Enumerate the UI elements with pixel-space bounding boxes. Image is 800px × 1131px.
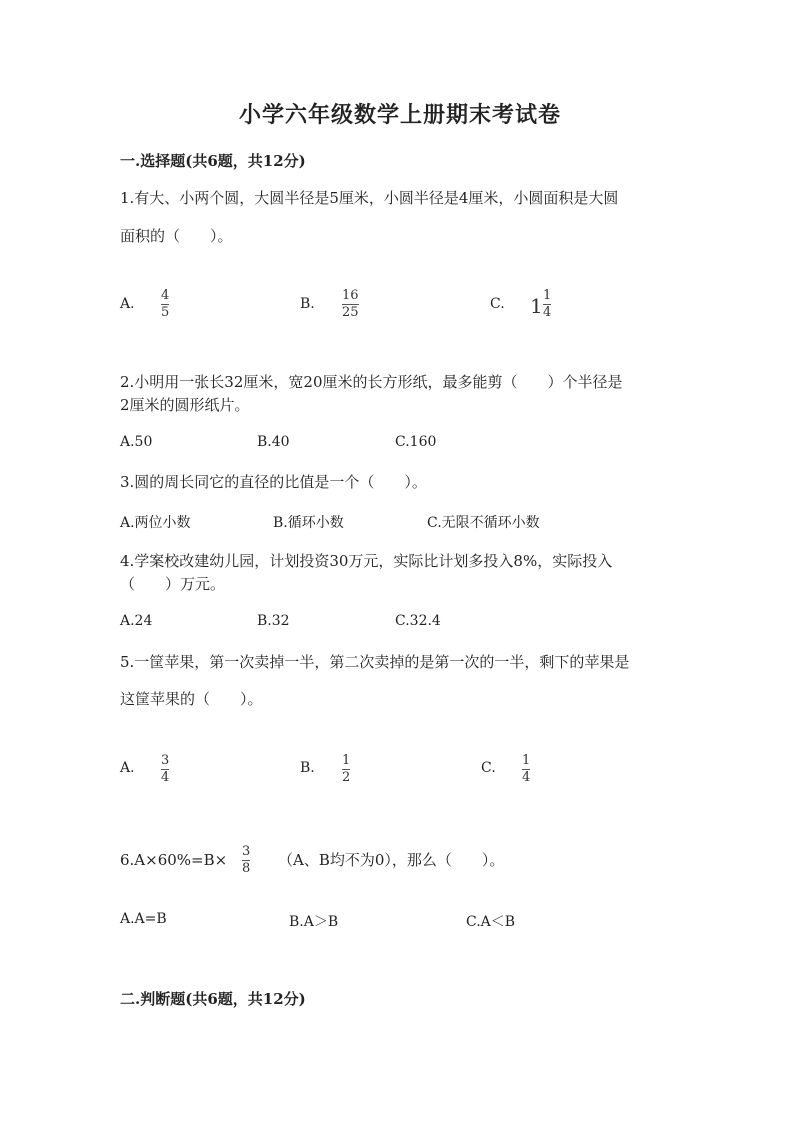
question-6-text: 6.A×60%=B× (120, 851, 228, 869)
q6-option-b[interactable]: B.A＞B (289, 914, 339, 930)
q3-option-a[interactable]: A.两位小数 (120, 515, 191, 531)
question-2-text-cont: 2厘米的圆形纸片。 (120, 396, 250, 414)
fraction-denominator: 4 (161, 770, 170, 785)
fraction-numerator: 3 (242, 844, 251, 859)
fraction-numerator: 4 (161, 288, 170, 303)
q5-option-a-fraction (161, 754, 169, 785)
question-4-text-cont: （ ）万元。 (120, 575, 226, 593)
question-5-text: 5.一筐苹果，第一次卖掉一半，第二次卖掉的是第一次的一半，剩下的苹果是 (120, 653, 630, 671)
fraction-denominator: 4 (522, 770, 531, 785)
q5-option-b-fraction (342, 754, 350, 785)
q1-option-a-label[interactable]: A. (120, 296, 135, 312)
question-1-text-cont: 面积的（ ）。 (120, 227, 233, 245)
q1-option-b-fraction (342, 289, 359, 320)
fraction-numerator: 3 (161, 753, 170, 768)
q1-option-c-fraction (543, 289, 551, 320)
q6-option-a[interactable]: A.A=B (120, 911, 167, 927)
q6-option-c[interactable]: C.A＜B (466, 914, 516, 930)
fraction-numerator: 1 (543, 288, 552, 303)
q3-option-b[interactable]: B.循环小数 (273, 515, 344, 531)
section-heading-judgment: 二.判断题(共6题，共12分) (120, 990, 306, 1008)
q3-option-c[interactable]: C.无限不循环小数 (427, 515, 540, 531)
question-1-text: 1.有大、小两个圆，大圆半径是5厘米，小圆半径是4厘米，小圆面积是大圆 (120, 189, 619, 207)
q1-option-c-whole: 1 (530, 294, 543, 318)
q5-option-c-fraction (522, 754, 530, 785)
q1-option-b-label[interactable]: B. (300, 296, 315, 312)
question-5-text-cont: 这筐苹果的（ ）。 (120, 690, 263, 708)
question-4-text: 4.学案校改建幼儿园，计划投资30万元，实际比计划多投入8%，实际投入 (120, 552, 613, 570)
section-heading-choice: 一.选择题(共6题，共12分) (120, 152, 306, 170)
question-2-text: 2.小明用一张长32厘米，宽20厘米的长方形纸，最多能剪（ ）个半径是 (120, 373, 623, 391)
fraction-denominator: 8 (242, 861, 251, 876)
q5-option-a-label[interactable]: A. (120, 760, 135, 776)
q4-option-c[interactable]: C.32.4 (395, 613, 441, 629)
fraction-numerator: 1 (522, 753, 531, 768)
question-3-text: 3.圆的周长同它的直径的比值是一个（ ）。 (120, 473, 427, 491)
q1-option-c-label[interactable]: C. (490, 296, 505, 312)
page-title: 小学六年级数学上册期末考试卷 (238, 102, 561, 128)
q5-option-c-label[interactable]: C. (481, 760, 496, 776)
q1-option-a-fraction (161, 289, 169, 320)
q6-fraction (242, 845, 250, 876)
fraction-numerator: 16 (342, 288, 359, 303)
fraction-denominator: 2 (342, 770, 351, 785)
q2-option-c[interactable]: C.160 (395, 434, 437, 450)
q5-option-b-label[interactable]: B. (300, 760, 315, 776)
fraction-denominator: 25 (342, 305, 359, 320)
q4-option-b[interactable]: B.32 (257, 613, 290, 629)
q2-option-a[interactable]: A.50 (120, 434, 153, 450)
question-6-text-cont: （A、B均不为0），那么（ ）。 (278, 851, 505, 869)
fraction-denominator: 4 (543, 305, 552, 320)
fraction-denominator: 5 (161, 305, 170, 320)
q2-option-b[interactable]: B.40 (257, 434, 290, 450)
fraction-numerator: 1 (342, 753, 351, 768)
q4-option-a[interactable]: A.24 (120, 613, 153, 629)
